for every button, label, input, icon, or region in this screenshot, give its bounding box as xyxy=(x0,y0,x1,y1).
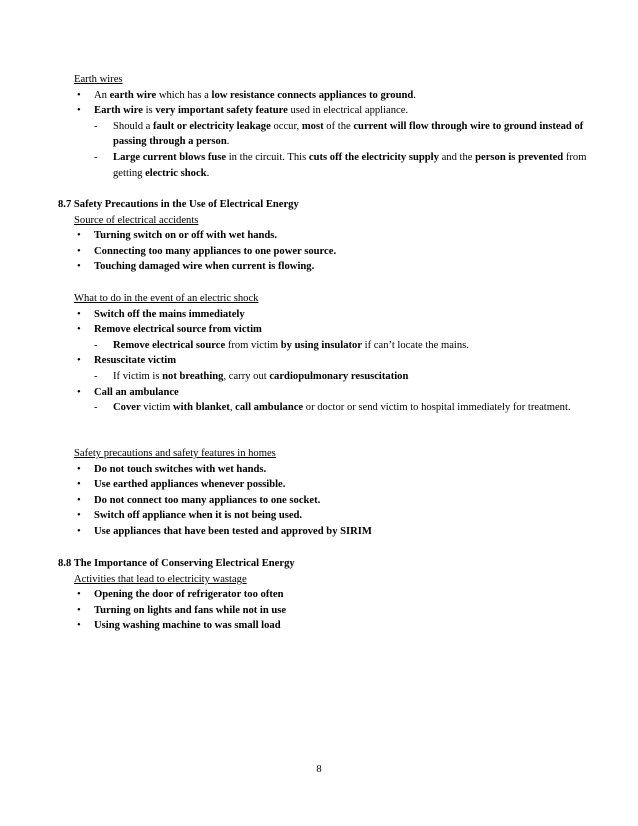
list-item-detail: - If victim is not breathing, carry out cardiopulmonary resuscitation xyxy=(58,369,588,385)
sources-title: Source of electrical accidents xyxy=(74,214,199,226)
list-item: • Use appliances that have been tested and approved by SIRIM xyxy=(58,524,588,540)
list-item: • Using washing machine to was small load xyxy=(58,618,588,634)
earth-wire-dash-1: - Should a fault or electricity leakage occur, most of the current will flow through wire to ground instead of passing through a person. xyxy=(58,119,588,150)
section-8-8-heading: 8.8 The Importance of Conserving Electrical Energy xyxy=(58,558,295,569)
list-item: • Remove electrical source from victim xyxy=(58,322,588,338)
list-item: • Do not touch switches with wet hands. xyxy=(58,462,588,478)
list-item: • Switch off the mains immediately xyxy=(58,307,588,323)
earth-wires-section xyxy=(58,72,588,181)
home-title: Safety precautions and safety features in homes xyxy=(74,448,276,459)
home-safety-section xyxy=(58,446,588,540)
list-item: • Resuscitate victim xyxy=(58,353,588,369)
earth-wire-bullet-2: • Earth wire is very important safety feature used in electrical appliance. xyxy=(58,103,588,119)
section-8-8 xyxy=(58,556,588,634)
list-item: • Turning switch on or off with wet hands. xyxy=(58,228,588,244)
list-item-detail: - Cover victim with blanket, call ambulance or doctor or send victim to hospital immediately for treatment. xyxy=(58,400,588,416)
list-item: • Do not connect too many appliances to one socket. xyxy=(58,493,588,509)
list-item: • Call an ambulance xyxy=(58,385,588,401)
electric-shock-section xyxy=(58,291,588,416)
section-8-7 xyxy=(58,197,588,275)
list-item: • Connecting too many appliances to one power source. xyxy=(58,244,588,260)
activities-title: Activities that lead to electricity wastage xyxy=(74,573,247,585)
earth-wire-bullet-1: • An earth wire which has a low resistance connects appliances to ground. xyxy=(58,88,588,104)
earth-wire-dash-2: - Large current blows fuse in the circuit. This cuts off the electricity supply and the person is prevented from getting electric shock. xyxy=(58,150,588,181)
list-item: • Turning on lights and fans while not in use xyxy=(58,603,588,619)
list-item: • Use earthed appliances whenever possible. xyxy=(58,477,588,493)
earth-wires-title: Earth wires xyxy=(74,74,123,85)
list-item: • Opening the door of refrigerator too often xyxy=(58,587,588,603)
list-item-detail: - Remove electrical source from victim by using insulator if can’t locate the mains. xyxy=(58,338,588,354)
page-number: 8 xyxy=(316,764,322,775)
list-item: • Switch off appliance when it is not being used. xyxy=(58,508,588,524)
shock-title: What to do in the event of an electric shock xyxy=(74,293,259,304)
section-8-7-heading: 8.7 Safety Precautions in the Use of Electrical Energy xyxy=(58,199,299,210)
list-item: • Touching damaged wire when current is flowing. xyxy=(58,259,588,275)
